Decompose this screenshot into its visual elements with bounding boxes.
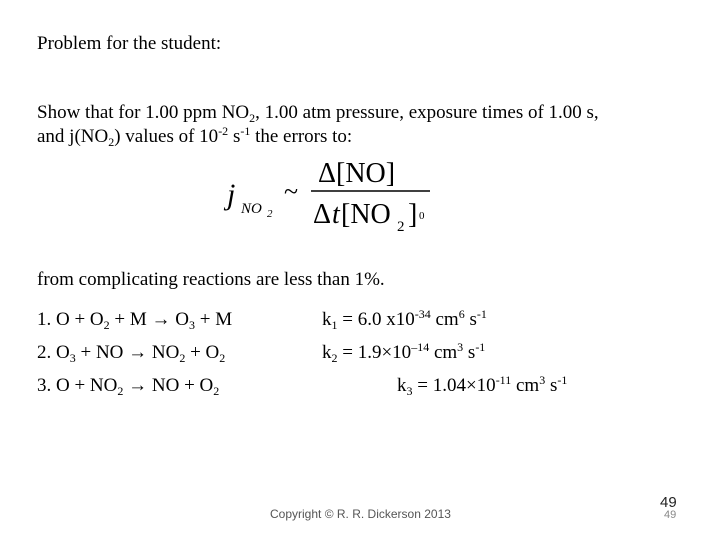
eq-approx: ~ — [284, 177, 299, 206]
eq-j-subscript: NO — [241, 201, 262, 217]
photolysis-rate-equation — [222, 150, 442, 240]
eq-den-t: t — [332, 199, 340, 230]
problem-heading: Problem for the student: — [37, 33, 222, 54]
eq-numerator: Δ[NO] — [318, 158, 396, 189]
intro-line-2: and $j(NO_2)$ values of $10^{-2}$ $s^{-1}$ the errors to: — [37, 124, 353, 149]
rate-constant-1: $k_1 = 6.0$ $x10^{-34}$ $cm^6$ $s^{-1}$ — [322, 307, 487, 332]
eq-den-no: [NO — [341, 199, 391, 230]
page-number: 49 — [660, 494, 677, 511]
reaction-2: 2. $O_3$ + NO → $NO_2 + O_2$ — [37, 342, 226, 365]
page-number-secondary: 49 — [664, 509, 677, 521]
reaction-1: 1. $O + O_2 + M \to O_3 + M$ — [37, 309, 233, 332]
eq-den-delta: Δ — [313, 199, 332, 230]
reaction-3: 3. $O + NO_2$ → NO + $O_2$ — [37, 375, 220, 398]
eq-den-bracket: ] — [408, 199, 418, 230]
rate-constant-2: $k_2 = 1.9\times 10^{-14}$ $cm^3$ $s^{-1}$ — [322, 340, 486, 365]
conclusion-line: from complicating reactions are less than 1%. — [37, 269, 385, 290]
eq-j-subscript-2: 2 — [267, 208, 273, 220]
copyright-footer: Copyright © R. R. Dickerson 2013 — [270, 507, 451, 521]
eq-den-subscript-0: 0 — [419, 210, 425, 222]
eq-j: j — [227, 178, 236, 211]
eq-den-subscript: 2 — [397, 219, 405, 235]
intro-line-1: Show that for 1.00 ppm $NO_2$, 1.00 atm pressure, exposure times of 1.00 s, — [37, 102, 599, 125]
rate-constant-3: $k_3 = 1.04\times 10^{-11}$ $cm^3$ $s^{-1}$ — [397, 373, 568, 398]
